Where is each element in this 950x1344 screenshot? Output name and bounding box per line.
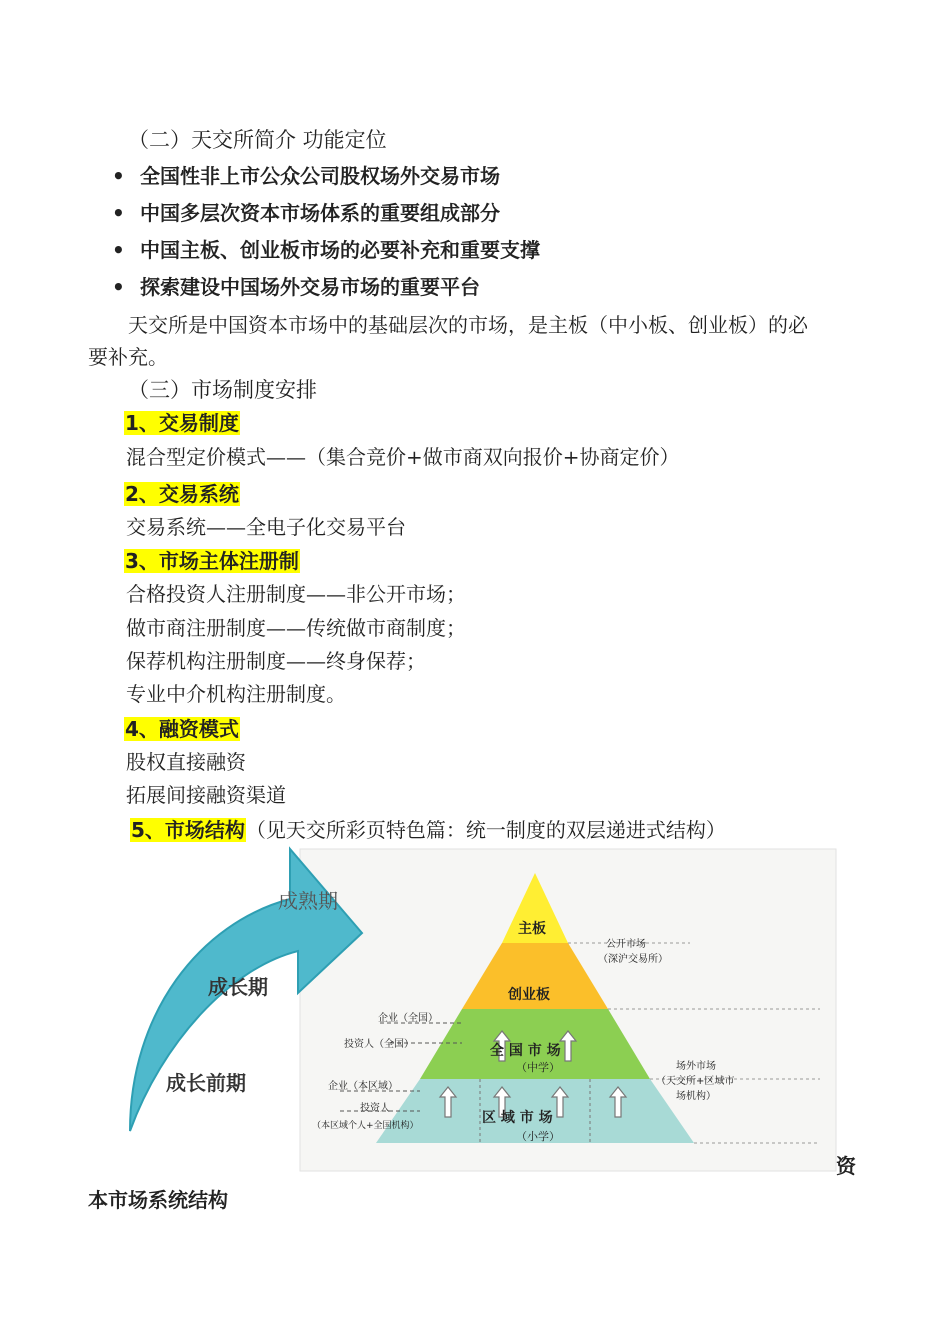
item3-line: 做市商注册制度——传统做市商制度；	[126, 616, 466, 640]
market-structure-diagram	[90, 843, 840, 1173]
pyramid-label: 区 域 市 场	[482, 1110, 553, 1126]
pyramid-label: 全 国 市 场	[490, 1043, 561, 1059]
caption-tail: 资	[836, 1154, 856, 1178]
stage-label: 成熟期	[278, 889, 338, 913]
stage-label: 成长期	[208, 975, 268, 999]
public-market-label: 公开市场	[606, 939, 646, 950]
side-label: 企业（全国）	[378, 1013, 438, 1024]
item3-line: 保荐机构注册制度——终身保荐；	[126, 649, 426, 673]
caption-line: 本市场系统结构	[88, 1188, 228, 1212]
otc-market-label: 场机构）	[676, 1091, 716, 1102]
bullet-item: • 探索建设中国场外交易市场的重要平台	[112, 275, 480, 299]
side-label: 投资人	[360, 1103, 390, 1114]
section2-heading: （二）天交所简介 功能定位	[128, 128, 387, 152]
paragraph-line: 要补充。	[88, 345, 168, 369]
item4-title: 4、融资模式	[125, 717, 239, 741]
item2-title: 2、交易系统	[125, 482, 239, 506]
item5-note: （见天交所彩页特色篇：统一制度的双层递进式结构）	[245, 818, 726, 842]
item4-line: 拓展间接融资渠道	[126, 783, 286, 807]
item2-text: 交易系统——全电子化交易平台	[126, 515, 406, 539]
public-market-label: （深沪交易所）	[598, 954, 668, 965]
item3-line: 专业中介机构注册制度。	[126, 682, 346, 706]
item5-row	[130, 814, 726, 843]
paragraph-line: 天交所是中国资本市场中的基础层次的市场，是主板（中小板、创业板）的必	[128, 313, 808, 337]
item1-title: 1、交易制度	[125, 411, 239, 435]
stage-label: 成长前期	[166, 1071, 246, 1095]
side-label: （本区域个人+全国机构）	[312, 1121, 419, 1131]
otc-market-label: 场外市场	[676, 1061, 716, 1072]
pyramid-label: 主板	[518, 921, 546, 937]
item3-title: 3、市场主体注册制	[125, 549, 299, 573]
otc-market-label: （天交所+区域市	[656, 1076, 735, 1087]
item1-text: 混合型定价模式——（集合竞价+做市商双向报价+协商定价）	[126, 445, 680, 469]
pyramid-sublabel: （小学）	[516, 1130, 560, 1143]
bullet-item: • 中国多层次资本市场体系的重要组成部分	[112, 201, 500, 225]
side-label: 企业（本区域）	[328, 1081, 398, 1092]
item3-line: 合格投资人注册制度——非公开市场；	[126, 582, 466, 606]
side-label: 投资人（全国）	[344, 1039, 414, 1050]
item5-title: 5、市场结构	[131, 818, 245, 842]
pyramid-sublabel: （中学）	[516, 1061, 560, 1074]
pyramid-label: 创业板	[508, 987, 550, 1003]
item4-line: 股权直接融资	[126, 750, 246, 774]
section3-heading: （三）市场制度安排	[128, 378, 317, 402]
bullet-item: • 全国性非上市公众公司股权场外交易市场	[112, 164, 500, 188]
bullet-item: • 中国主板、创业板市场的必要补充和重要支撑	[112, 238, 540, 262]
